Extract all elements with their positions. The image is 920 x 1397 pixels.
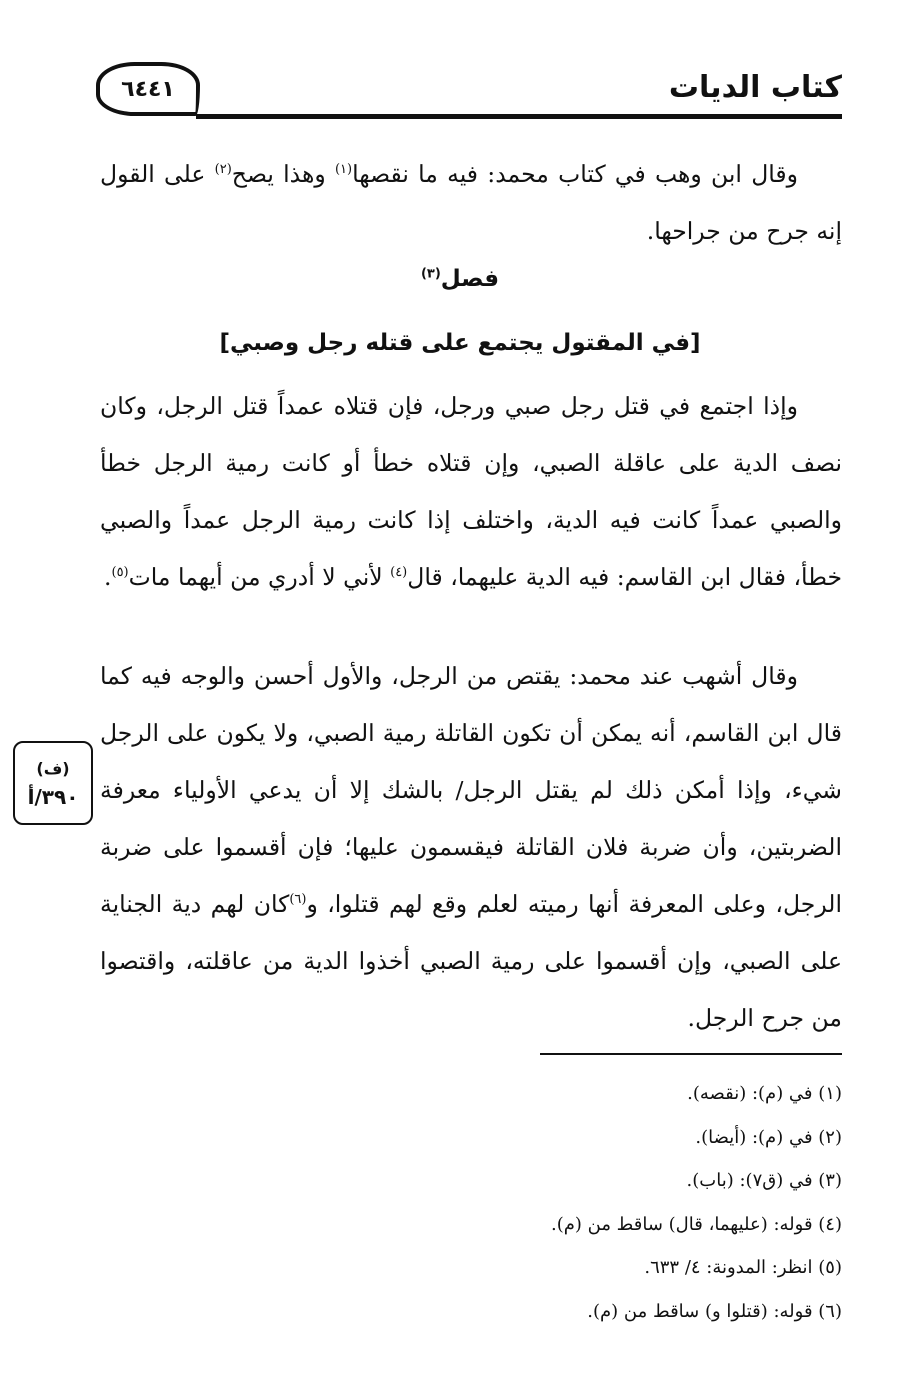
- paragraph-2: [100, 378, 842, 606]
- page-number-badge: [96, 62, 200, 116]
- paragraph-text: وهذا يصح: [231, 160, 335, 188]
- paragraph-1: [100, 146, 842, 260]
- footnote-ref: (٥): [111, 565, 129, 581]
- paragraph-text: على القول إنه جرح من جراحها.: [100, 160, 842, 245]
- section-title: فصل: [440, 266, 500, 292]
- footnote-ref: (٦): [289, 892, 307, 908]
- footnote-ref: (٢): [214, 162, 232, 178]
- footnote-item: (٢) في (م): (أيضا).: [695, 1126, 842, 1148]
- margin-note-folio: ٣٩٠/أ: [27, 785, 79, 809]
- footnote-item: (٦) قوله: (قتلوا و) ساقط من (م).: [587, 1300, 842, 1322]
- paragraph-text: وقال أشهب عند محمد: يقتص من الرجل، والأول أحسن والوجه فيه كما قال ابن القاسم، أنه يمكن أن تكون القاتلة رمية الصبي، ولا يكون على الرجل شيء، وإذا أمكن ذلك لم يقتل الرجل/ بالشك إلا أن يدعي الأولياء معرفة الضربتين، وأن ضربة فلان القاتلة فيقسمون عليها؛ فإن أقسموا على ضربة الرجل، وعلى المعرفة أنها رميته لعلم وقع لهم قتلوا، و: [100, 662, 842, 918]
- header-rule: [196, 114, 842, 119]
- footnote-ref: (٣): [420, 266, 441, 282]
- footnotes: [100, 1072, 842, 1333]
- paragraph-text: .: [104, 563, 112, 591]
- footnote-ref: (١): [334, 162, 353, 178]
- paragraph-text: كان لهم دية الجناية على الصبي، وإن أقسموا على رمية الصبي أخذوا الدية من عاقلته، واقتصوا من جرح الرجل.: [100, 890, 842, 1032]
- paragraph-text: لأني لا أدري من أيهما مات: [128, 563, 391, 591]
- paragraph-text: وإذا اجتمع في قتل رجل صبي ورجل، فإن قتلاه عمداً قتل الرجل، وكان نصف الدية على عاقلة الصبي، وإن قتلاه خطأ أو كانت رمية الرجل خطأ والصبي عمداً كانت فيه الدية، واختلف إذا كانت رمية الرجل عمداً والصبي خطأ، فقال ابن القاسم: فيه الدية عليهما، قال: [100, 392, 842, 591]
- book-title: كتاب الديات: [668, 70, 842, 105]
- page-header: [96, 62, 842, 132]
- page-number: ٦٤٤١: [121, 76, 175, 102]
- section-heading: [0, 266, 920, 292]
- footnote-ref: (٤): [390, 565, 408, 581]
- manuscript-margin-note: [13, 741, 93, 825]
- footnote-separator: [540, 1053, 842, 1055]
- paragraph-text: وقال ابن وهب في كتاب محمد: فيه ما نقصها: [352, 160, 799, 188]
- footnote-item: (٥) انظر: المدونة: ٤/ ٦٣٣.: [644, 1257, 842, 1278]
- margin-note-label: (ف): [36, 759, 70, 778]
- paragraph-3: [100, 648, 842, 1047]
- footnote-item: (٤) قوله: (عليهما، قال) ساقط من (م).: [550, 1213, 842, 1235]
- footnote-item: (١) في (م): (نقصه).: [687, 1083, 842, 1104]
- footnote-item: (٣) في (ق٧): (باب).: [686, 1170, 842, 1191]
- section-subtitle: [في المقتول يجتمع على قتله رجل وصبي]: [219, 330, 701, 356]
